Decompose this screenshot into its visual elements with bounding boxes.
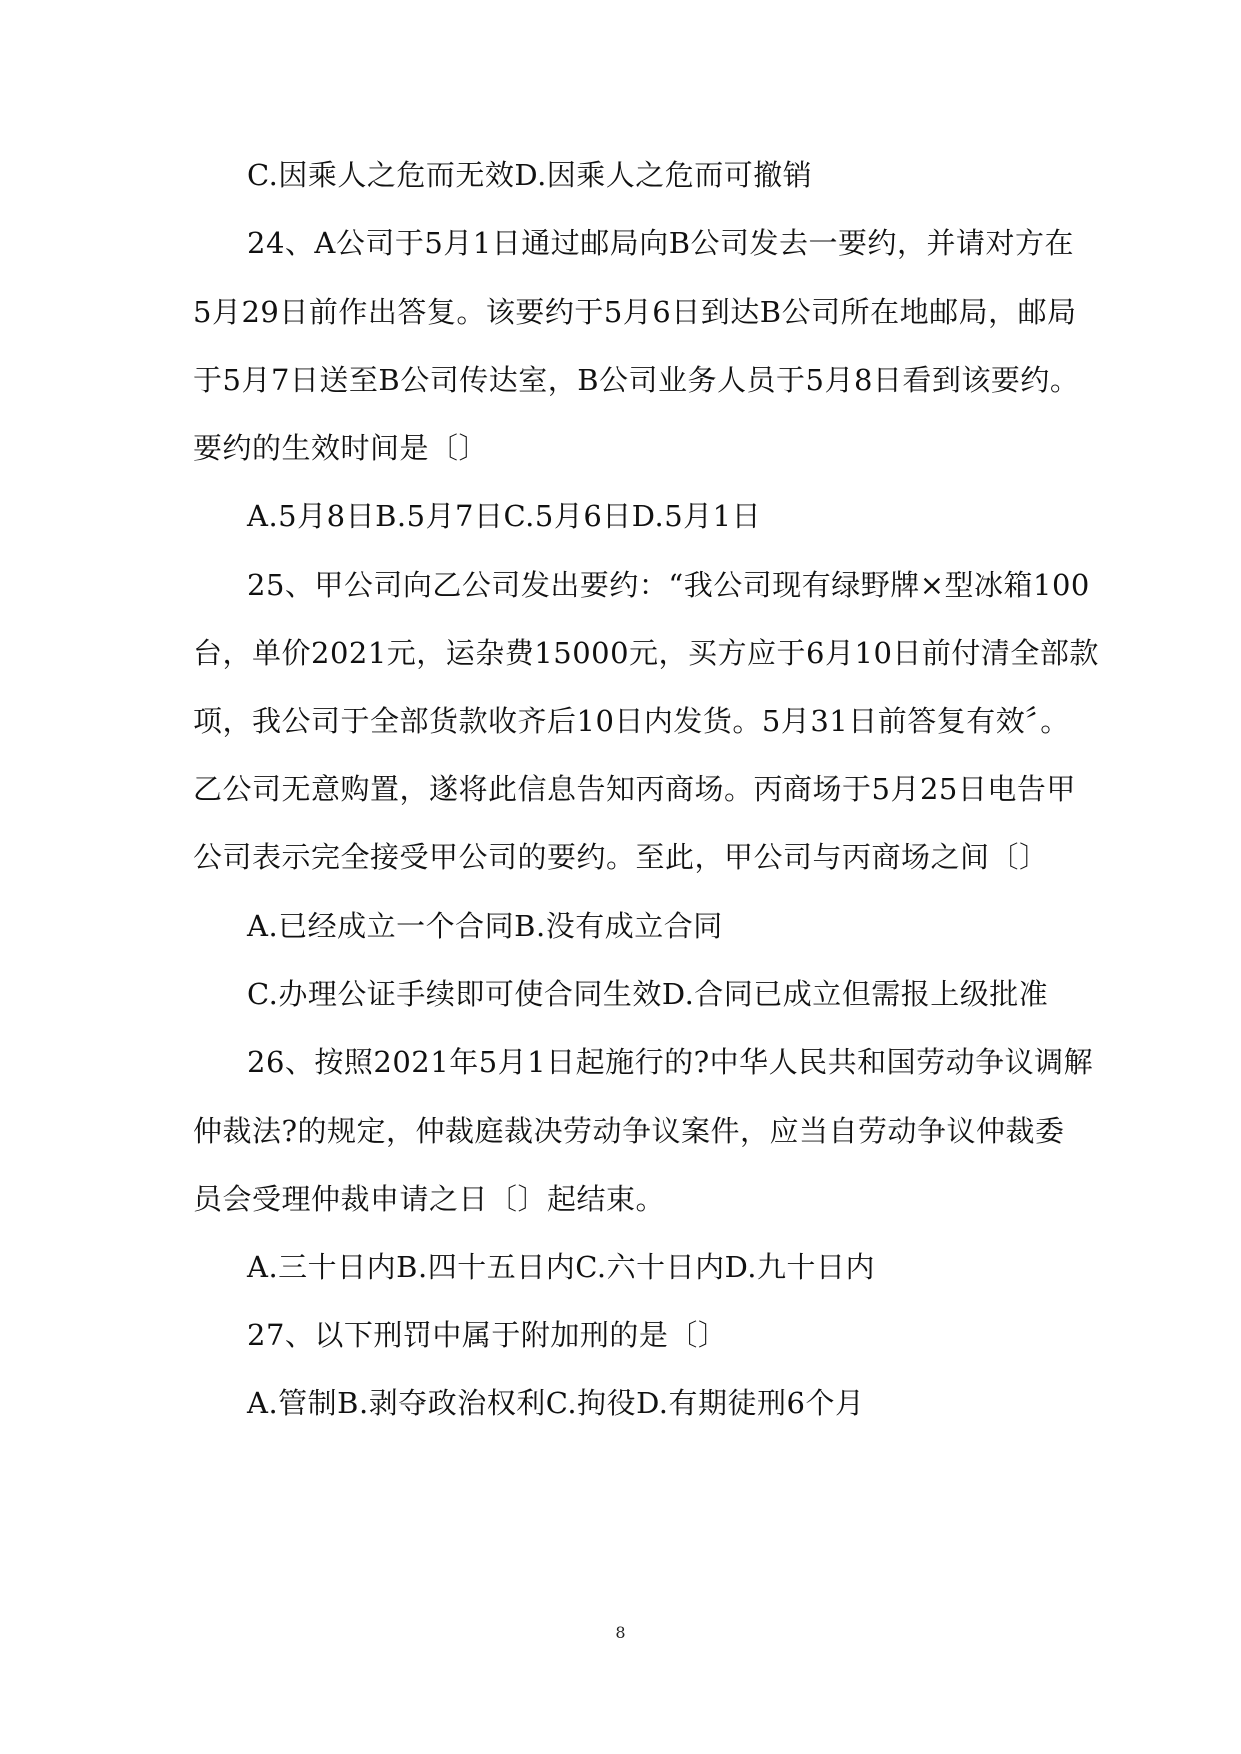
page-number: 8 (615, 1623, 626, 1642)
option-line-q25-ab: A.已经成立一个合同B.没有成立合同 (247, 909, 723, 943)
option-line-q27: A.管制B.剥夺政治权利C.拘役D.有期徒刑6个月 (247, 1386, 865, 1420)
question-25-line-5: 公司表示完全接受甲公司的要约。至此，甲公司与丙商场之间〔〕 (193, 840, 1049, 874)
question-24-line-3: 于5月7日送至B公司传达室，B公司业务人员于5月8日看到该要约。 (193, 363, 1080, 397)
question-25-line-4: 乙公司无意购置，遂将此信息告知丙商场。丙商场于5月25日电告甲 (193, 772, 1076, 806)
question-25-line-1: 25、甲公司向乙公司发出要约：“我公司现有绿野牌×型冰箱100 (247, 568, 1090, 602)
question-26-line-2: 仲裁法?的规定，仲裁庭裁决劳动争议案件，应当自劳动争议仲裁委 (193, 1114, 1065, 1148)
option-line-q26: A.三十日内B.四十五日内C.六十日内D.九十日内 (247, 1250, 876, 1284)
question-26-line-1: 26、按照2021年5月1日起施行的?中华人民共和国劳动争议调解 (247, 1045, 1094, 1079)
option-line-q24: A.5月8日B.5月7日C.5月6日D.5月1日 (247, 499, 762, 533)
question-26-line-3: 员会受理仲裁申请之日〔〕起结束。 (193, 1182, 666, 1216)
option-line-q23-cd: C.因乘人之危而无效D.因乘人之危而可撤销 (247, 158, 813, 192)
question-25-line-2: 台，单价2021元，运杂费15000元，买方应于6月10日前付清全部款 (193, 636, 1099, 670)
option-line-q25-cd: C.办理公证手续即可使合同生效D.合同已成立但需报上级批准 (247, 977, 1049, 1011)
question-24-line-4: 要约的生效时间是〔〕 (193, 431, 489, 465)
question-24-line-1: 24、A公司于5月1日通过邮局向B公司发去一要约，并请对方在 (247, 226, 1075, 260)
question-24-line-2: 5月29日前作出答复。该要约于5月6日到达B公司所在地邮局，邮局 (193, 295, 1077, 329)
question-25-line-3: 项，我公司于全部货款收齐后10日内发货。5月31日前答复有效〞。 (193, 704, 1070, 738)
question-27-line-1: 27、以下刑罚中属于附加刑的是〔〕 (247, 1318, 728, 1352)
